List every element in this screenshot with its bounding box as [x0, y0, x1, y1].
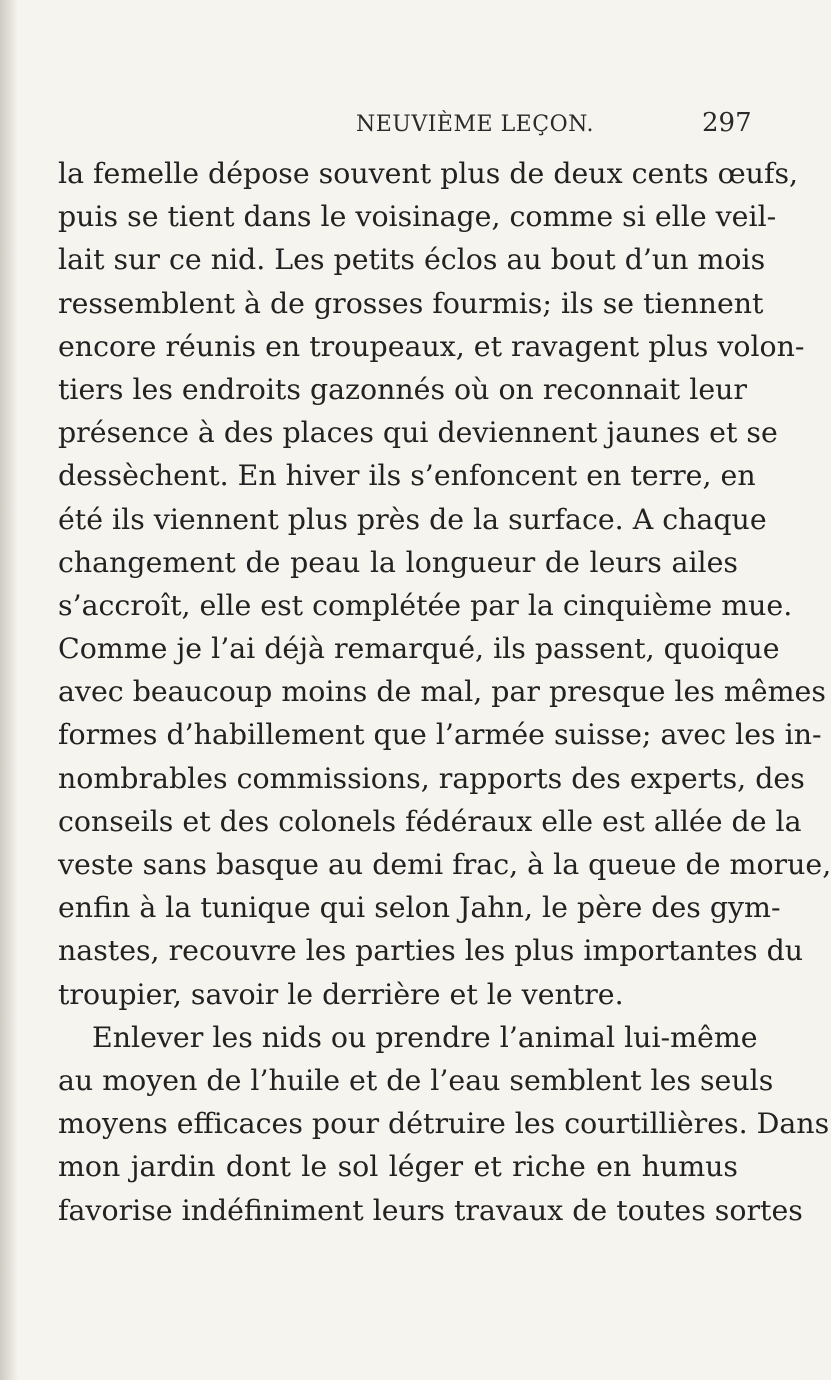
page-header	[0, 108, 800, 146]
text-line: veste sans basque au demi frac, à la queue de morue,	[58, 848, 831, 881]
text-line: Comme je l’ai déjà remarqué, ils passent, quoique	[58, 632, 780, 666]
text-line: changement de peau la longueur de leurs ailes	[58, 545, 738, 579]
text-line: favorise indéfiniment leurs travaux de toutes sortes	[58, 1193, 803, 1227]
text-line: mon jardin dont le sol léger et riche en humus	[58, 1150, 738, 1184]
body-text	[58, 152, 831, 1232]
text-line: nastes, recouvre les parties les plus importantes du	[58, 934, 804, 968]
running-head: NEUVIÈME LEÇON.	[356, 112, 594, 137]
text-line: avec beaucoup moins de mal, par presque les mêmes	[58, 675, 826, 709]
page-number: 297	[702, 108, 752, 138]
text-line: formes d’habillement que l’armée suisse; avec les in-	[58, 718, 822, 752]
text-line: puis se tient dans le voisinage, comme si elle veil-	[58, 200, 777, 234]
text-line: la femelle dépose souvent plus de deux cents œufs,	[58, 157, 799, 190]
text-line: tiers les endroits gazonnés où on reconnait leur	[58, 372, 747, 406]
text-line: conseils et des colonels fédéraux elle est allée de la	[58, 804, 802, 838]
paragraph-end-line: troupier, savoir le derrière et le ventre.	[58, 977, 624, 1011]
text-line: nombrables commissions, rapports des experts, des	[58, 761, 805, 795]
text-line: au moyen de l’huile et de l’eau semblent les seuls	[58, 1063, 774, 1097]
text-line: moyens efficaces pour détruire les courtillières. Dans	[58, 1107, 830, 1141]
text-line: enfin à la tunique qui selon Jahn, le père des gym-	[58, 891, 781, 925]
text-line: dessèchent. En hiver ils s’enfoncent en terre, en	[58, 459, 756, 493]
text-line: encore réunis en troupeaux, et ravagent plus volon-	[58, 329, 805, 363]
text-line: lait sur ce nid. Les petits éclos au bout d’un mois	[58, 243, 766, 277]
text-line: ressemblent à de grosses fourmis; ils se tiennent	[58, 286, 764, 320]
text-line: été ils viennent plus près de la surface. A chaque	[58, 502, 767, 536]
text-line: présence à des places qui deviennent jaunes et se	[58, 416, 778, 450]
page-gutter-shadow	[0, 0, 18, 1380]
paragraph-start-line: Enlever les nids ou prendre l’animal lui-même	[92, 1020, 758, 1054]
text-line: s’accroît, elle est complétée par la cinquième mue.	[58, 588, 793, 622]
